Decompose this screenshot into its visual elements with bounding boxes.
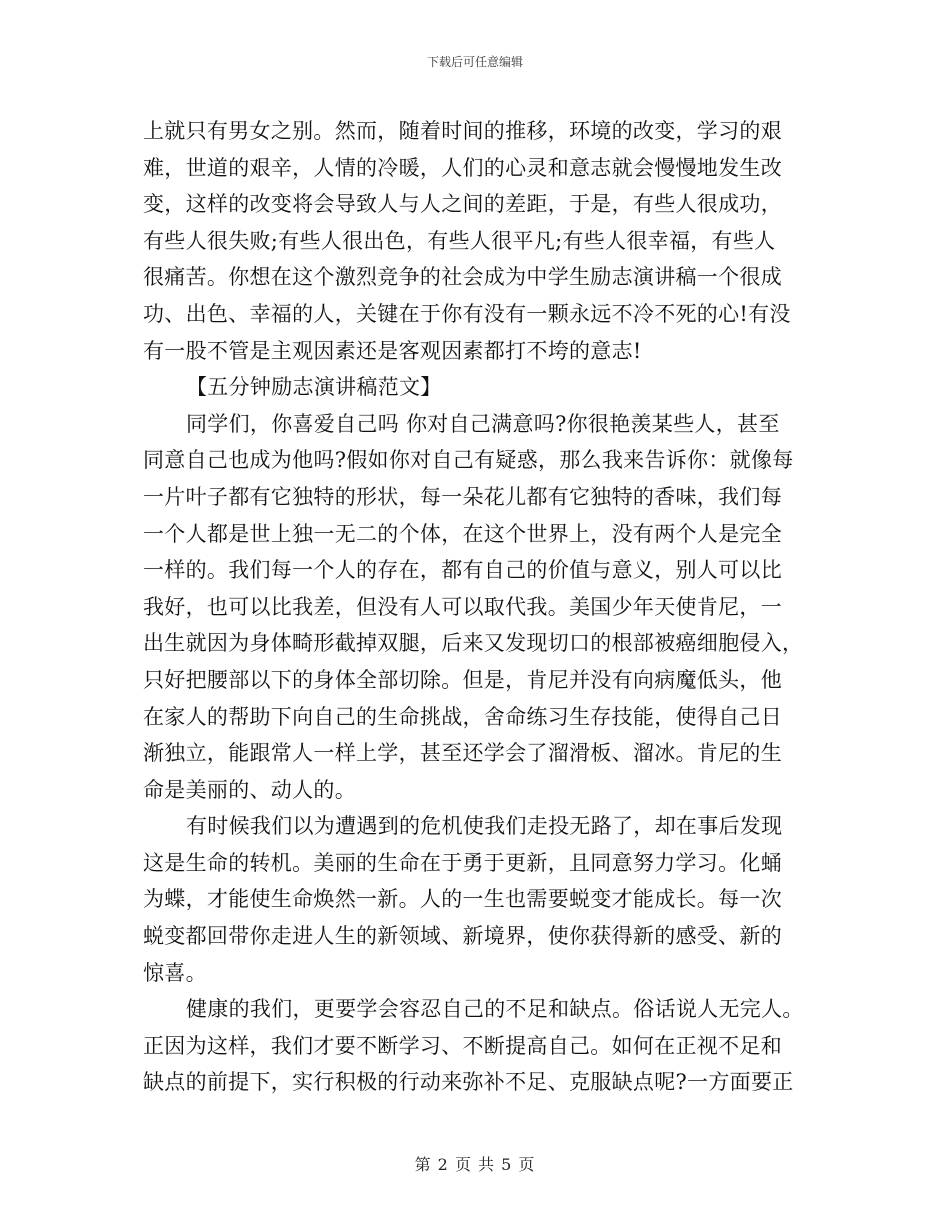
paragraph-line: 功、出色、幸福的人，关键在于你有没有一颗永远不冷不死的心!有没	[143, 301, 791, 326]
paragraph-line: 健康的我们，更要学会容忍自己的不足和缺点。俗话说人无完人。	[186, 997, 804, 1022]
paragraph-line: 一个人都是世上独一无二的个体，在这个世界上，没有两个人是完全	[143, 521, 782, 546]
paragraph-line: 在家人的帮助下向自己的生命挑战，舍命练习生存技能，使得自己日	[143, 704, 782, 729]
paragraph-line: 同学们，你喜爱自己吗 你对自己满意吗?你很艳羡某些人，甚至	[186, 411, 780, 436]
paragraph-line: 正因为这样，我们才要不断学习、不断提高自己。如何在正视不足和	[143, 1033, 782, 1058]
paragraph-line: 渐独立，能跟常人一样上学，甚至还学会了溜滑板、溜冰。肯尼的生	[143, 741, 782, 766]
section-heading: 【五分钟励志演讲稿范文】	[186, 375, 442, 400]
paragraph-line: 有一股不管是主观因素还是客观因素都打不垮的意志!	[143, 338, 642, 363]
paragraph-line: 上就只有男女之别。然而，随着时间的推移，环境的改变，学习的艰	[143, 119, 782, 143]
paragraph-line: 缺点的前提下，实行积极的行动来弥补不足、克服缺点呢?一方面要正	[143, 1070, 794, 1095]
paragraph-line: 很痛苦。你想在这个激烈竞争的社会成为中学生励志演讲稿一个很成	[143, 265, 782, 290]
paragraph-line: 变，这样的改变将会导致人与人之间的差距，于是，有些人很成功，	[143, 192, 782, 217]
paragraph-line: 这是生命的转机。美丽的生命在于勇于更新，且同意努力学习。化蛹	[143, 850, 782, 875]
paragraph-line: 有些人很失败;有些人很出色，有些人很平凡;有些人很幸福，有些人	[143, 228, 776, 253]
paragraph-line: 为蝶，才能使生命焕然一新。人的一生也需要蜕变才能成长。每一次	[143, 887, 782, 912]
paragraph-line: 同意自己也成为他吗?假如你对自己有疑惑，那么我来告诉你：就像每	[143, 448, 794, 473]
paragraph-line: 我好，也可以比我差，但没有人可以取代我。美国少年天使肯尼，一	[143, 594, 782, 619]
document-body	[143, 113, 813, 1101]
paragraph-line: 难，世道的艰辛，人情的冷暖，人们的心灵和意志就会慢慢地发生改	[143, 155, 782, 180]
paragraph-line: 一片叶子都有它独特的形状，每一朵花儿都有它独特的香味，我们每	[143, 484, 782, 509]
paragraph-line: 惊喜。	[143, 960, 207, 985]
paragraph-line: 蜕变都回带你走进人生的新领域、新境界，使你获得新的感受、新的	[143, 924, 782, 949]
paragraph-line: 有时候我们以为遭遇到的危机使我们走投无路了，却在事后发现	[186, 814, 783, 839]
page-header: 下载后可任意编辑	[426, 55, 523, 69]
page-footer: 第 2 页 共 5 页	[414, 1155, 536, 1174]
paragraph-line: 出生就因为身体畸形截掉双腿，后来又发现切口的根部被癌细胞侵入，	[143, 631, 804, 656]
paragraph-line: 一样的。我们每一个人的存在，都有自己的价值与意义，别人可以比	[143, 558, 782, 583]
paragraph-line: 只好把腰部以下的身体全部切除。但是，肯尼并没有向病魔低头，他	[143, 667, 782, 692]
paragraph-line: 命是美丽的、动人的。	[143, 777, 356, 802]
